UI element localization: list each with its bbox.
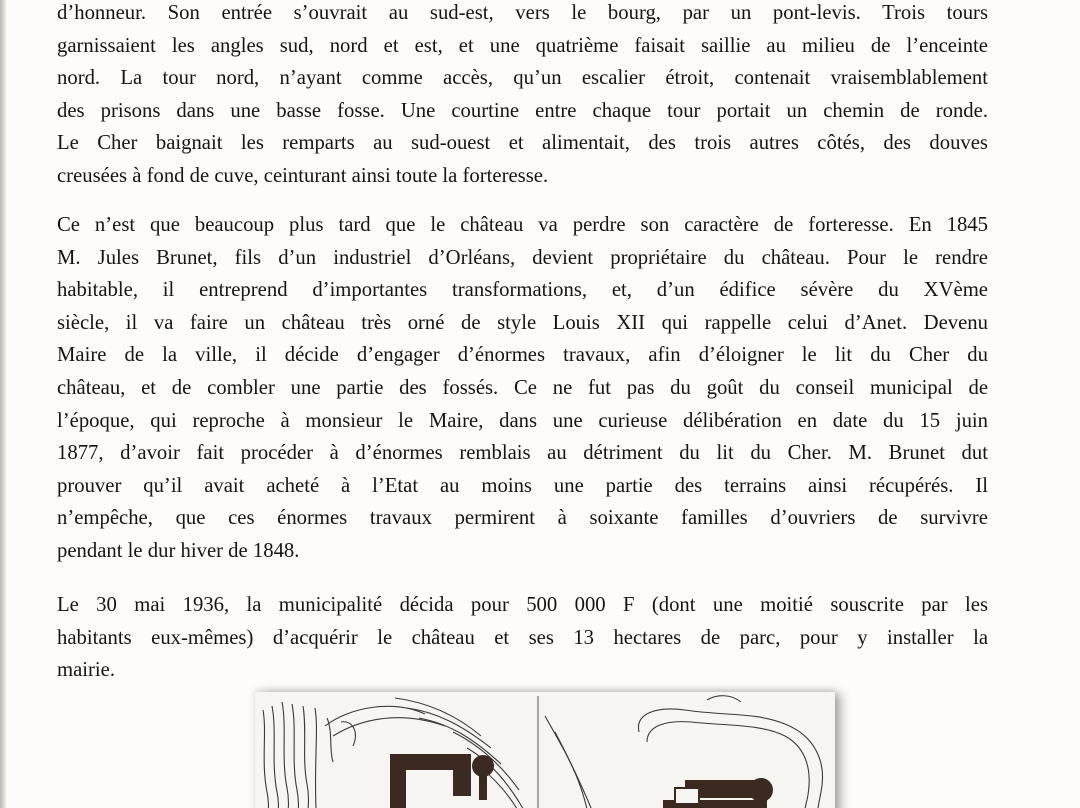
- paragraph-fortress-description: [57, 0, 988, 193]
- text-line: garnissaient les angles sud, nord et est, et une quatrième faisait saillie au milieu de l’enceinte: [57, 34, 988, 57]
- text-line: M. Jules Brunet, fils d’un industriel d’Orléans, devient propriétaire du château. Pour le rendre: [57, 246, 988, 269]
- text-line: siècle, il va faire un château très orné de style Louis XII qui rappelle celui d’Anet. Devenu: [57, 311, 988, 334]
- text-line: l’époque, qui reproche à monsieur le Maire, dans une curieuse délibération en date du 15 juin: [57, 409, 988, 432]
- text-line: habitable, il entreprend d’importantes transformations, et, d’un édifice sévère du XVème: [57, 279, 988, 302]
- text-line: n’empêche, que ces énormes travaux permirent à soixante familles d’ouvriers de survivre: [57, 507, 988, 530]
- text-line: 1877, d’avoir fait procéder à d’énormes remblais au détriment du lit du Cher. M. Brunet dut: [57, 442, 988, 465]
- text-line: habitants eux-mêmes) d’acquérir le château et ses 13 hectares de parc, pour y installer la: [57, 626, 988, 649]
- text-line: Le 30 mai 1936, la municipalité décida pour 500 000 F (dont une moitié souscrite par les: [57, 594, 988, 616]
- text-line: château, et de combler une partie des fossés. Ce ne fut pas du goût du conseil municipal de: [57, 376, 988, 399]
- castle-plan-figure: [255, 692, 835, 808]
- paragraph-brunet-history: [57, 209, 988, 568]
- text-line: des prisons dans une basse fosse. Une courtine entre chaque tour portait un chemin de ronde.: [57, 99, 988, 122]
- paragraph-municipal-acquisition: [57, 589, 988, 687]
- text-line: creusées à fond de cuve, ceinturant ainsi toute la forteresse.: [57, 164, 549, 187]
- text-line: prouver qu’il avait acheté à l’Etat au moins une partie des terrains ainsi récupérés. Il: [57, 474, 988, 497]
- castle-plan-illustration: [255, 692, 835, 808]
- text-line: nord. La tour nord, n’ayant comme accès, qu’un escalier étroit, contenait vraisemblablement: [57, 67, 988, 90]
- text-line: d’honneur. Son entrée s’ouvrait au sud-est, vers le bourg, par un pont-levis. Trois tours: [57, 2, 988, 24]
- text-line: pendant le dur hiver de 1848.: [57, 539, 300, 562]
- text-line: Ce n’est que beaucoup plus tard que le château va perdre son caractère de forteresse. En 1845: [57, 214, 988, 236]
- text-line: mairie.: [57, 659, 116, 682]
- text-line: Le Cher baignait les remparts au sud-ouest et alimentait, des trois autres côtés, des douves: [57, 132, 988, 155]
- scan-edge-shadow: [0, 0, 7, 808]
- text-line: Maire de la ville, il décide d’engager d’énormes travaux, afin d’éloigner le lit du Cher du: [57, 344, 988, 367]
